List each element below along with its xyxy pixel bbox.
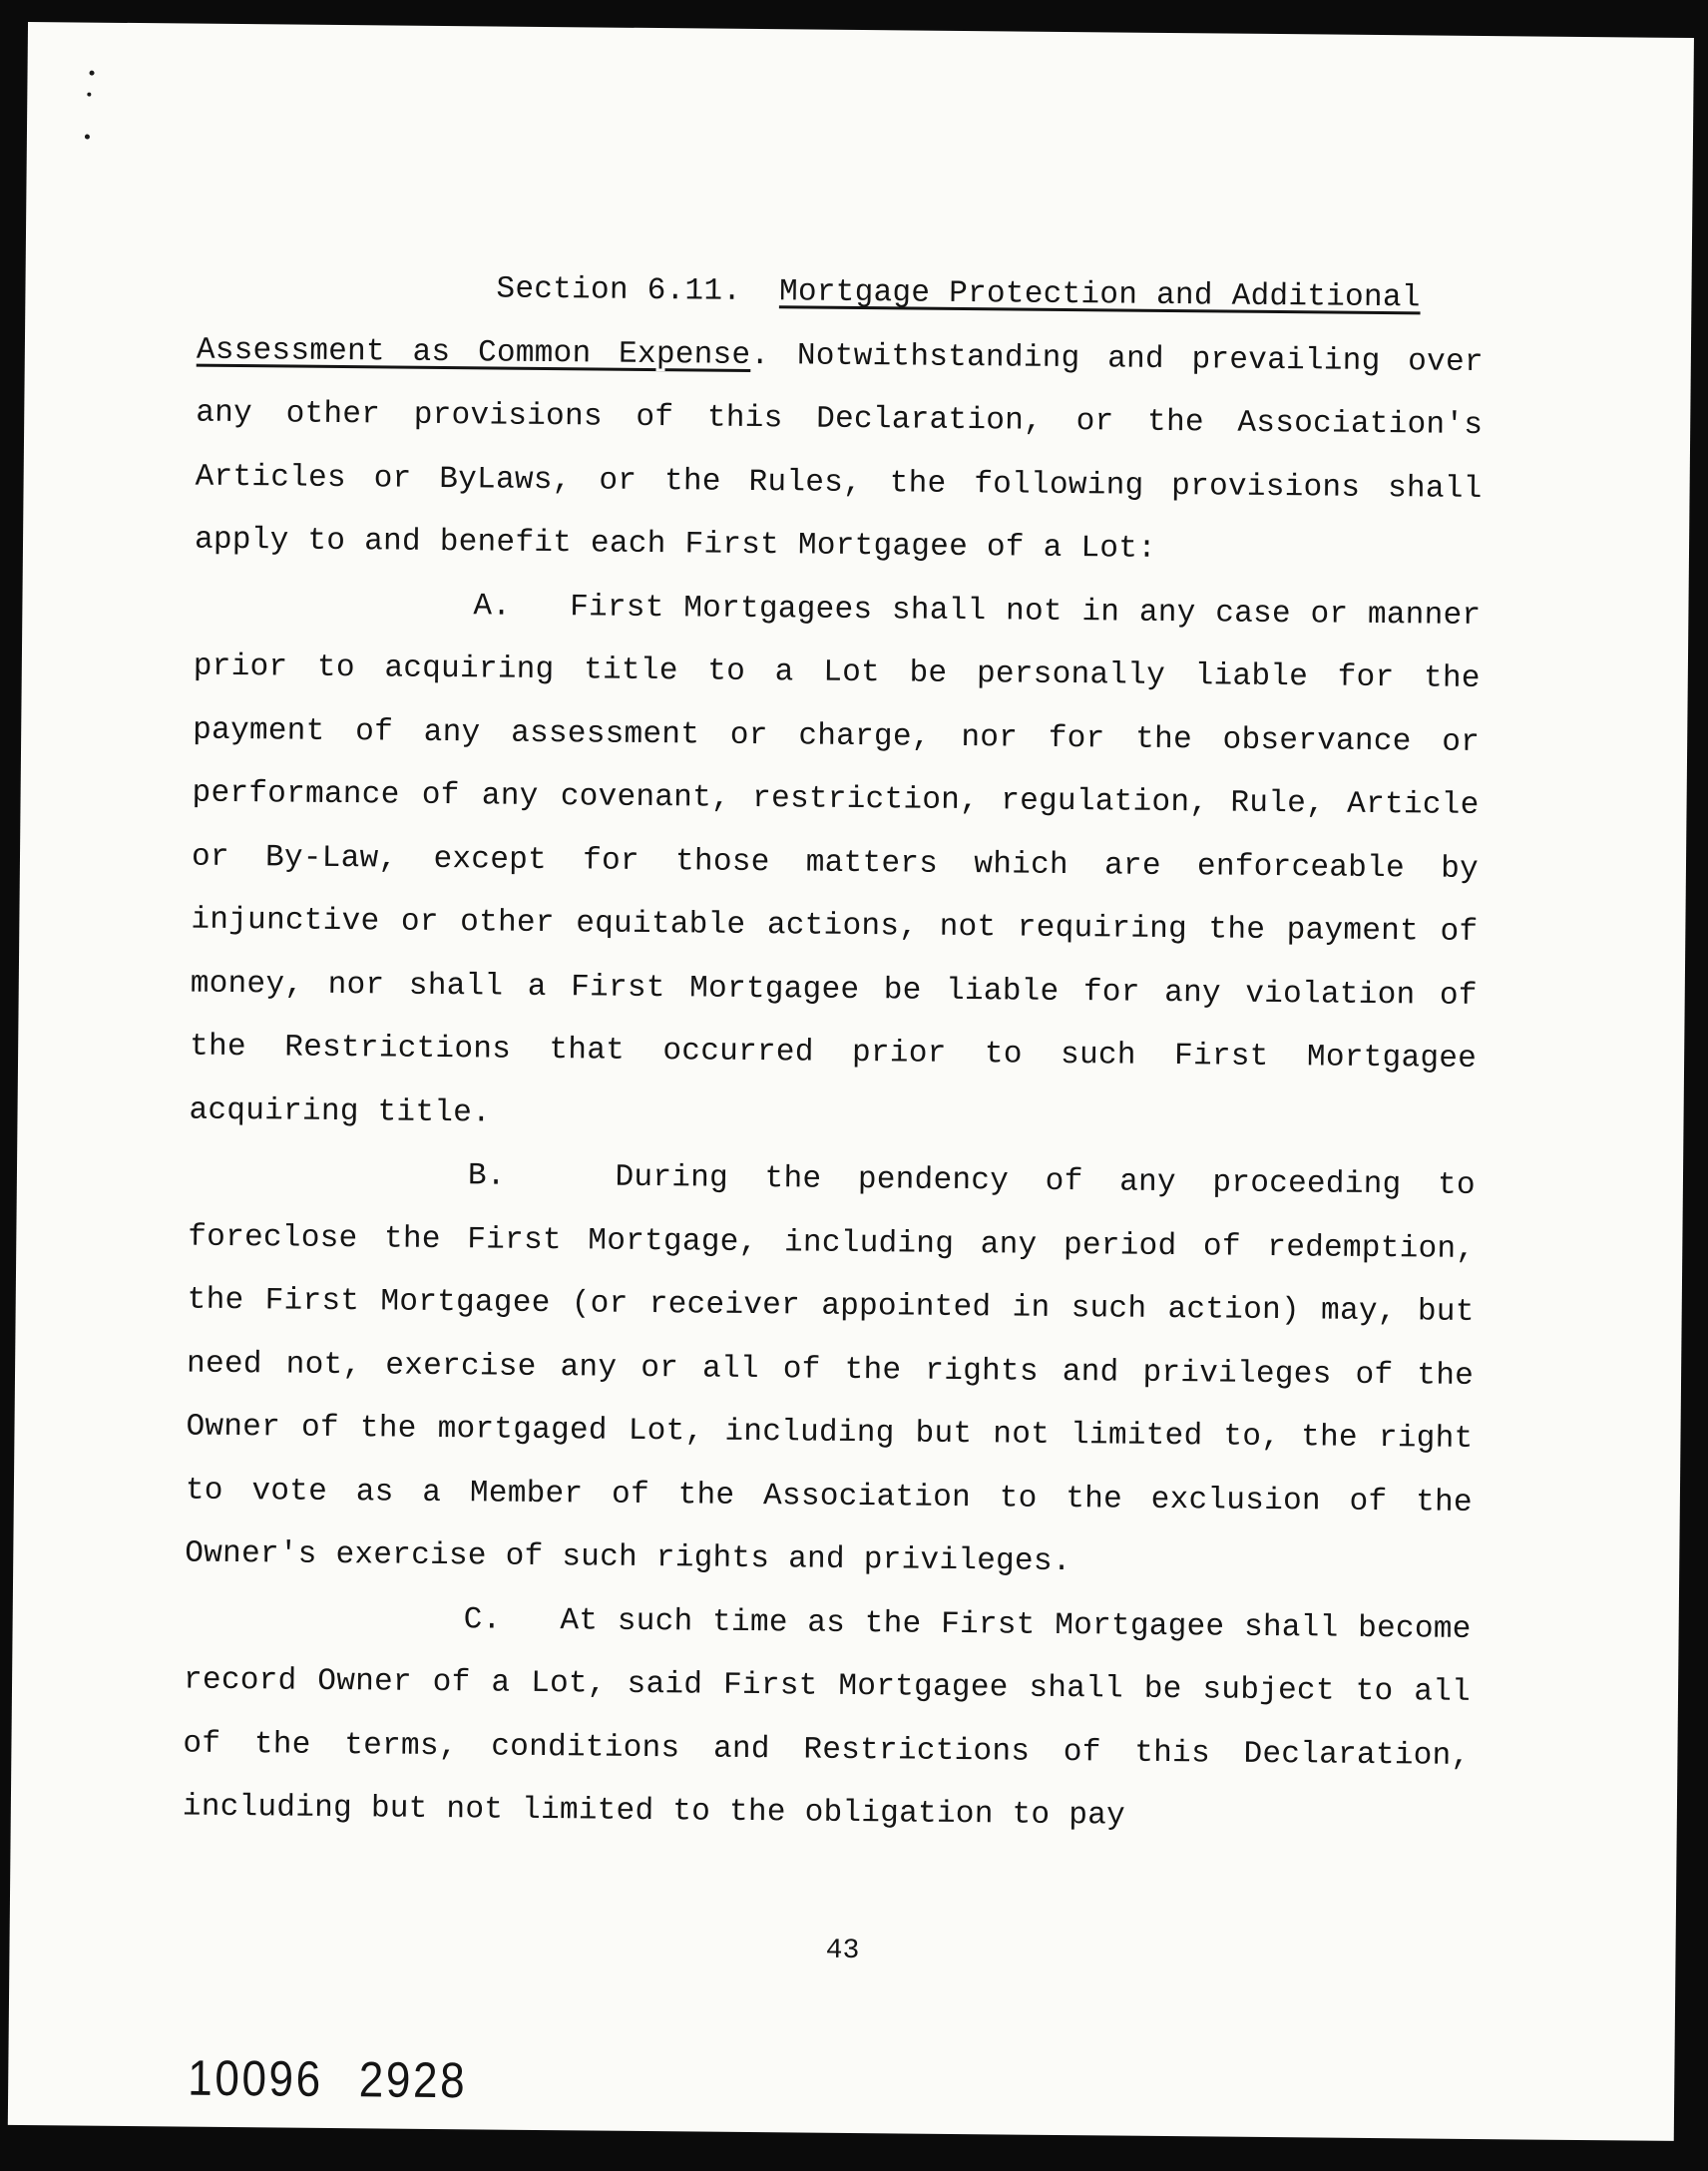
scan-speck (90, 71, 95, 76)
section-paragraph (195, 255, 1485, 585)
page-number: 43 (825, 1935, 860, 1967)
clause-label: B. (467, 1158, 506, 1194)
clause-label: A. (473, 588, 512, 625)
clause-a (189, 572, 1481, 1154)
clause-b (185, 1142, 1476, 1598)
clause-text: During the pendency of any proceeding to foreclose the First Mortgage, including any period of redemption, the First Mortgagee (or receiver appointed in such action) may, but need not, exercise any or all of the rights and privileges of the Owner of the mortgaged Lot, including but not limited to, the right to vote as a Member of the Association to the exclusion of the Owner's exercise of such rights and privileges. (185, 1159, 1477, 1580)
document-id: 10096 2928 (187, 2049, 468, 2109)
clause-c (183, 1585, 1472, 1851)
clause-text: First Mortgagees shall not in any case or manner prior to acquiring title to a Lot be personally liable for the payment of any assessment or charge, nor for the observance or performance of any covenant, restriction, regulation, Rule, Article or By-Law, except for those matters which are enforceable by injunctive or other equitable actions, not requiring the payment of money, nor shall a First Mortgagee be liable for any violation of the Restrictions that occurred prior to such First Mortgagee acquiring title. (189, 589, 1482, 1130)
document-page (8, 22, 1694, 2141)
section-heading-continued: Assessment as Common Expense (196, 332, 751, 373)
section-number: Section 6.11. (496, 271, 742, 309)
scan-speck (85, 135, 90, 140)
document-body (183, 255, 1485, 1852)
clause-text: At such time as the First Mortgagee shall become record Owner of a Lot, said First Mortgagee shall be subject to all of the terms, conditions and Restrictions of this Declaration, including but not limited to the obligation to pay (182, 1602, 1472, 1834)
section-intro: . Notwithstanding and prevailing over any other provisions of this Declaration, or the Association's Articles or ByLaws, or the Rules, the following provisions shall apply to and benefit each First Mortgagee of a Lot: (194, 337, 1485, 567)
clause-label: C. (463, 1601, 502, 1638)
scan-speck (87, 93, 91, 97)
section-heading: Mortgage Protection and Additional (778, 274, 1421, 316)
